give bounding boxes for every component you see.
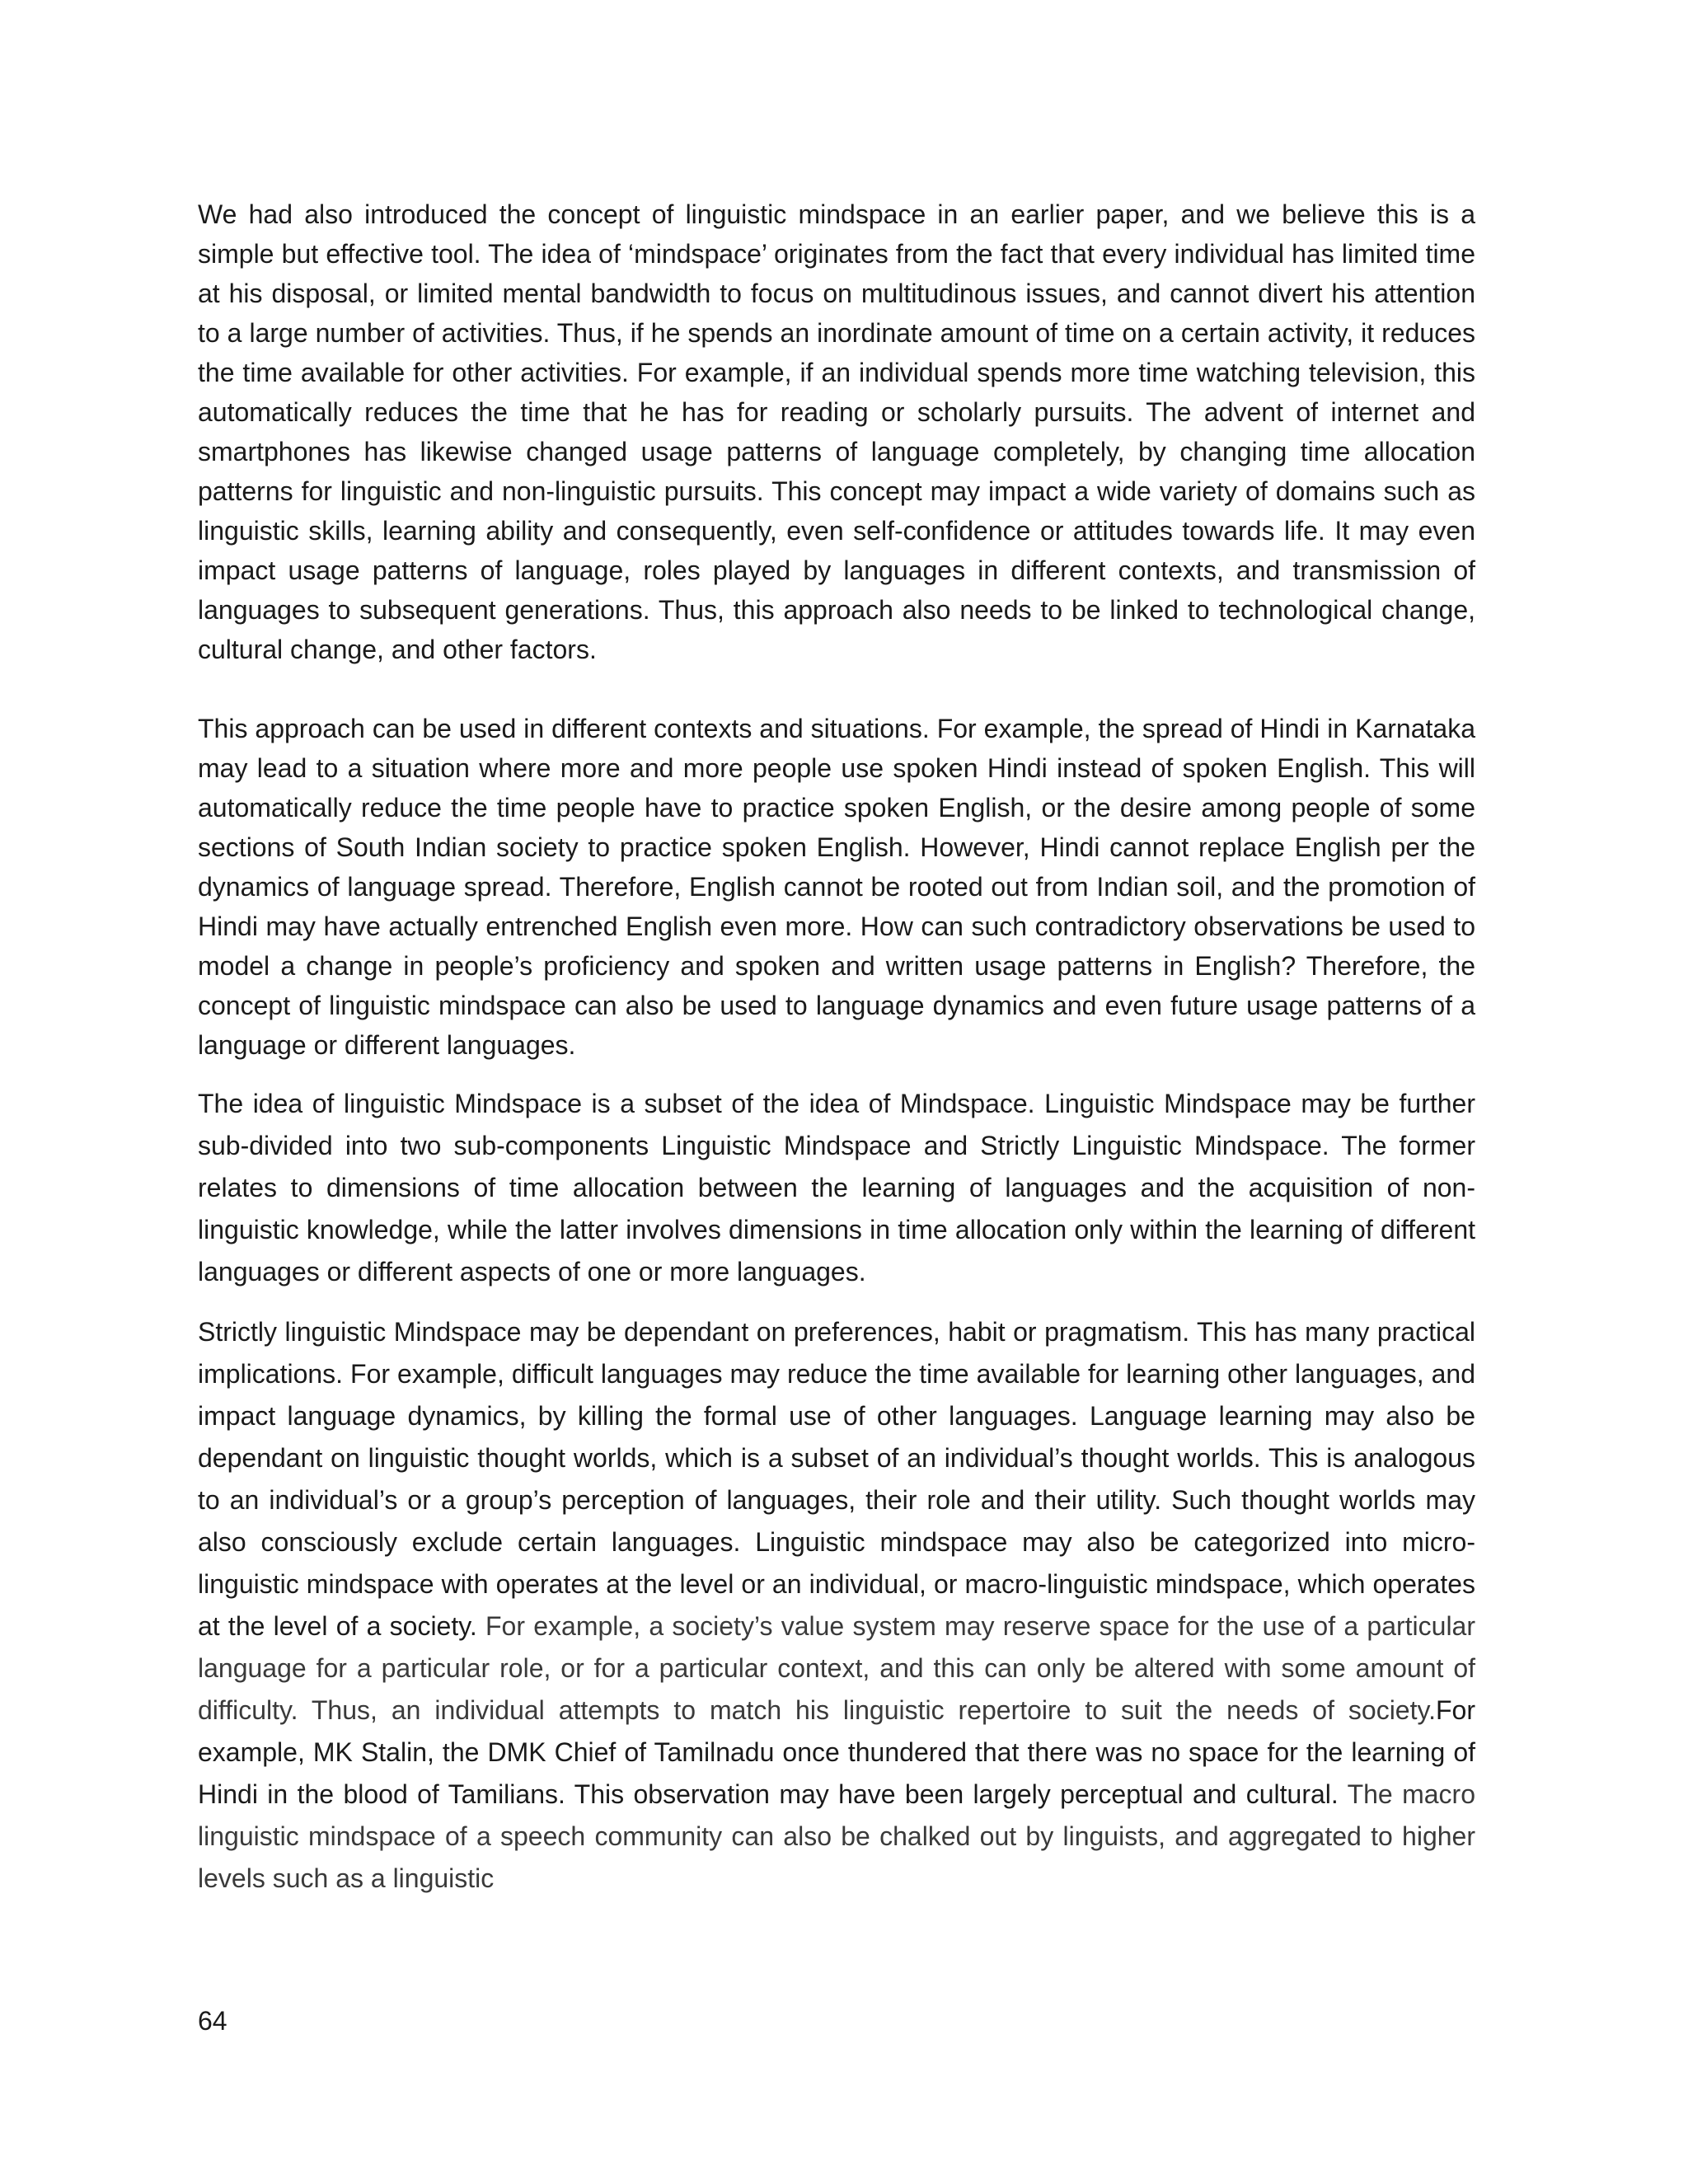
paragraph-strictly-linguistic (198, 1311, 1475, 1900)
paragraph-strictly-linguistic-part4: The macro linguistic mindspace of a speech community can also be chalked out by linguists, and aggregated to higher levels such as a linguistic (198, 1779, 1476, 1893)
paragraph-approach-contexts: This approach can be used in different contexts and situations. For example, the spread of Hindi in Karnataka may lead to a situation where more and more people use spoken Hindi instead of spoken English. This will automatically reduce the time people have to practice spoken English, or the desire among people of some sections of South Indian society to practice spoken English. However, Hindi cannot replace English per the dynamics of language spread. Therefore, English cannot be rooted out from Indian soil, and the promotion of Hindi may have actually entrenched English even more. How can such contradictory observations be used to model a change in people’s proficiency and spoken and written usage patterns in English? Therefore, the concept of linguistic mindspace can also be used to language dynamics and even future usage patterns of a language or different languages. (198, 714, 1475, 1060)
paragraph-strictly-linguistic-part1: Strictly linguistic Mindspace may be dependant on preferences, habit or pragmatism. This has many practical implications. For example, difficult languages may reduce the time available for learning other languages, and impact language dynamics, by killing the formal use of other languages. Language learning may also be dependant on linguistic thought worlds, which is a subset of an individual’s thought worlds. This is analogous to an individual’s or a group’s perception of languages, their role and their utility. Such thought worlds may also consciously exclude certain languages. Linguistic mindspace may also be categorized into micro-linguistic mindspace with operates at the level or an individual, or macro-linguistic mindspace, which operates at the level of a society. (198, 1317, 1475, 1641)
page-number: 64 (198, 2006, 227, 2036)
document-page (198, 194, 1475, 1900)
paragraph-linguistic-mindspace-intro: We had also introduced the concept of linguistic mindspace in an earlier paper, and we believe this is a simple but effective tool. The idea of ‘mindspace’ originates from the fact that every individual has limited time at his disposal, or limited mental bandwidth to focus on multitudinous issues, and cannot divert his attention to a large number of activities. Thus, if he spends an inordinate amount of time on a certain activity, it reduces the time available for other activities. For example, if an individual spends more time watching television, this automatically reduces the time that he has for reading or scholarly pursuits. The advent of internet and smartphones has likewise changed usage patterns of language completely, by changing time allocation patterns for linguistic and non-linguistic pursuits. This concept may impact a wide variety of domains such as linguistic skills, learning ability and consequently, even self-confidence or attitudes towards life. It may even impact usage patterns of language, roles played by languages in different contexts, and transmission of languages to subsequent generations. Thus, this approach also needs to be linked to technological change, cultural change, and other factors. (198, 199, 1475, 664)
paragraph-strictly-linguistic-part3: For example, MK Stalin, the DMK Chief of Tamilnadu once thundered that there was no space for the learning of Hindi in the blood of Tamilians. This observation may have been largely perceptual and cultural. (198, 1695, 1475, 1809)
paragraph-strictly-linguistic-part2: For example, a society’s value system may reserve space for the use of a particular language for a particular role, or for a particular context, and this can only be altered with some amount of difficulty. Thus, an individual attempts to match his linguistic repertoire to suit the needs of society. (198, 1611, 1475, 1725)
paragraph-mindspace-subset: The idea of linguistic Mindspace is a subset of the idea of Mindspace. Linguistic Mindspace may be further sub-divided into two sub-components Linguistic Mindspace and Strictly Linguistic Mindspace. The former relates to dimensions of time allocation between the learning of languages and the acquisition of non-linguistic knowledge, while the latter involves dimensions in time allocation only within the learning of different languages or different aspects of one or more languages. (198, 1089, 1475, 1286)
